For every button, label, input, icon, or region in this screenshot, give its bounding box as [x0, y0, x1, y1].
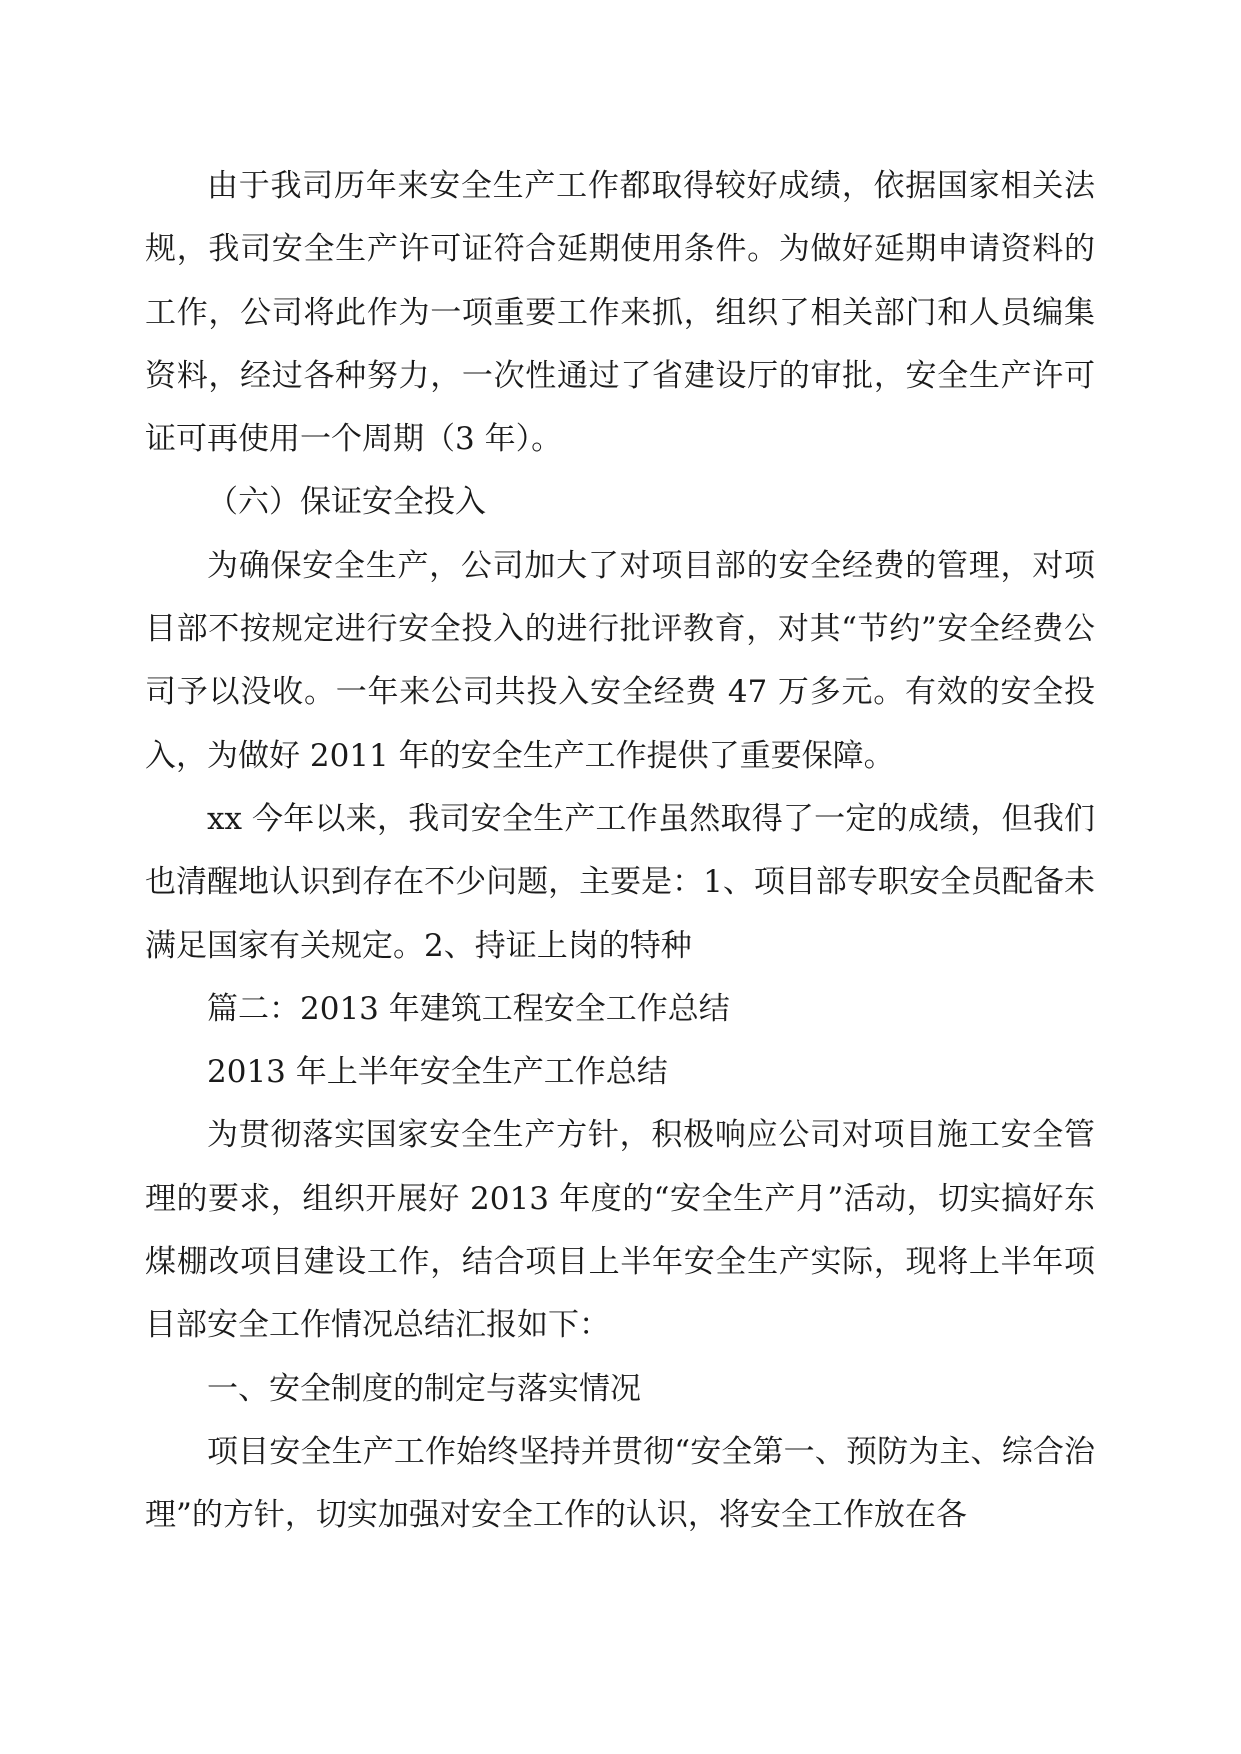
section-heading-safety-system: 一、安全制度的制定与落实情况 [207, 1370, 641, 1407]
paragraph-safety-policy: 项目安全生产工作始终坚持并贯彻“安全第一、预防为主、综合治理”的方针，切实加强对安全工作的认识，将安全工作放在各 [145, 1433, 1095, 1534]
paragraph-problems: xx 今年以来，我司安全生产工作虽然取得了一定的成绩，但我们也清醒地认识到存在不少问题，主要是：1、项目部专职安全员配备未满足国家有关规定。2、持证上岗的特种 [145, 800, 1095, 964]
paragraph-safety-funding: 为确保安全生产，公司加大了对项目部的安全经费的管理，对项目部不按规定进行安全投入的进行批评教育，对其“节约”安全经费公司予以没收。一年来公司共投入安全经费 47 万多元。有效的安全投入，为做好 2011 年的安全生产工作提供了重要保障。 [145, 547, 1095, 774]
document-body [145, 155, 1095, 1548]
article-two-title: 篇二：2013 年建筑工程安全工作总结 [207, 990, 730, 1027]
section-heading-safety-investment: （六）保证安全投入 [207, 484, 486, 521]
report-title: 2013 年上半年安全生产工作总结 [207, 1054, 668, 1091]
paragraph-license-extension: 由于我司历年来安全生产工作都取得较好成绩，依据国家相关法规，我司安全生产许可证符合延期使用条件。为做好延期申请资料的工作，公司将此作为一项重要工作来抓，组织了相关部门和人员编集资料，经过各种努力，一次性通过了省建设厅的审批，安全生产许可证可再使用一个周期（3 年）。 [145, 168, 1095, 458]
paragraph-introduction: 为贯彻落实国家安全生产方针，积极响应公司对项目施工安全管理的要求，组织开展好 2013 年度的“安全生产月”活动，切实搞好东煤棚改项目建设工作，结合项目上半年安全生产实际，现将上半年项目部安全工作情况总结汇报如下： [145, 1117, 1095, 1344]
